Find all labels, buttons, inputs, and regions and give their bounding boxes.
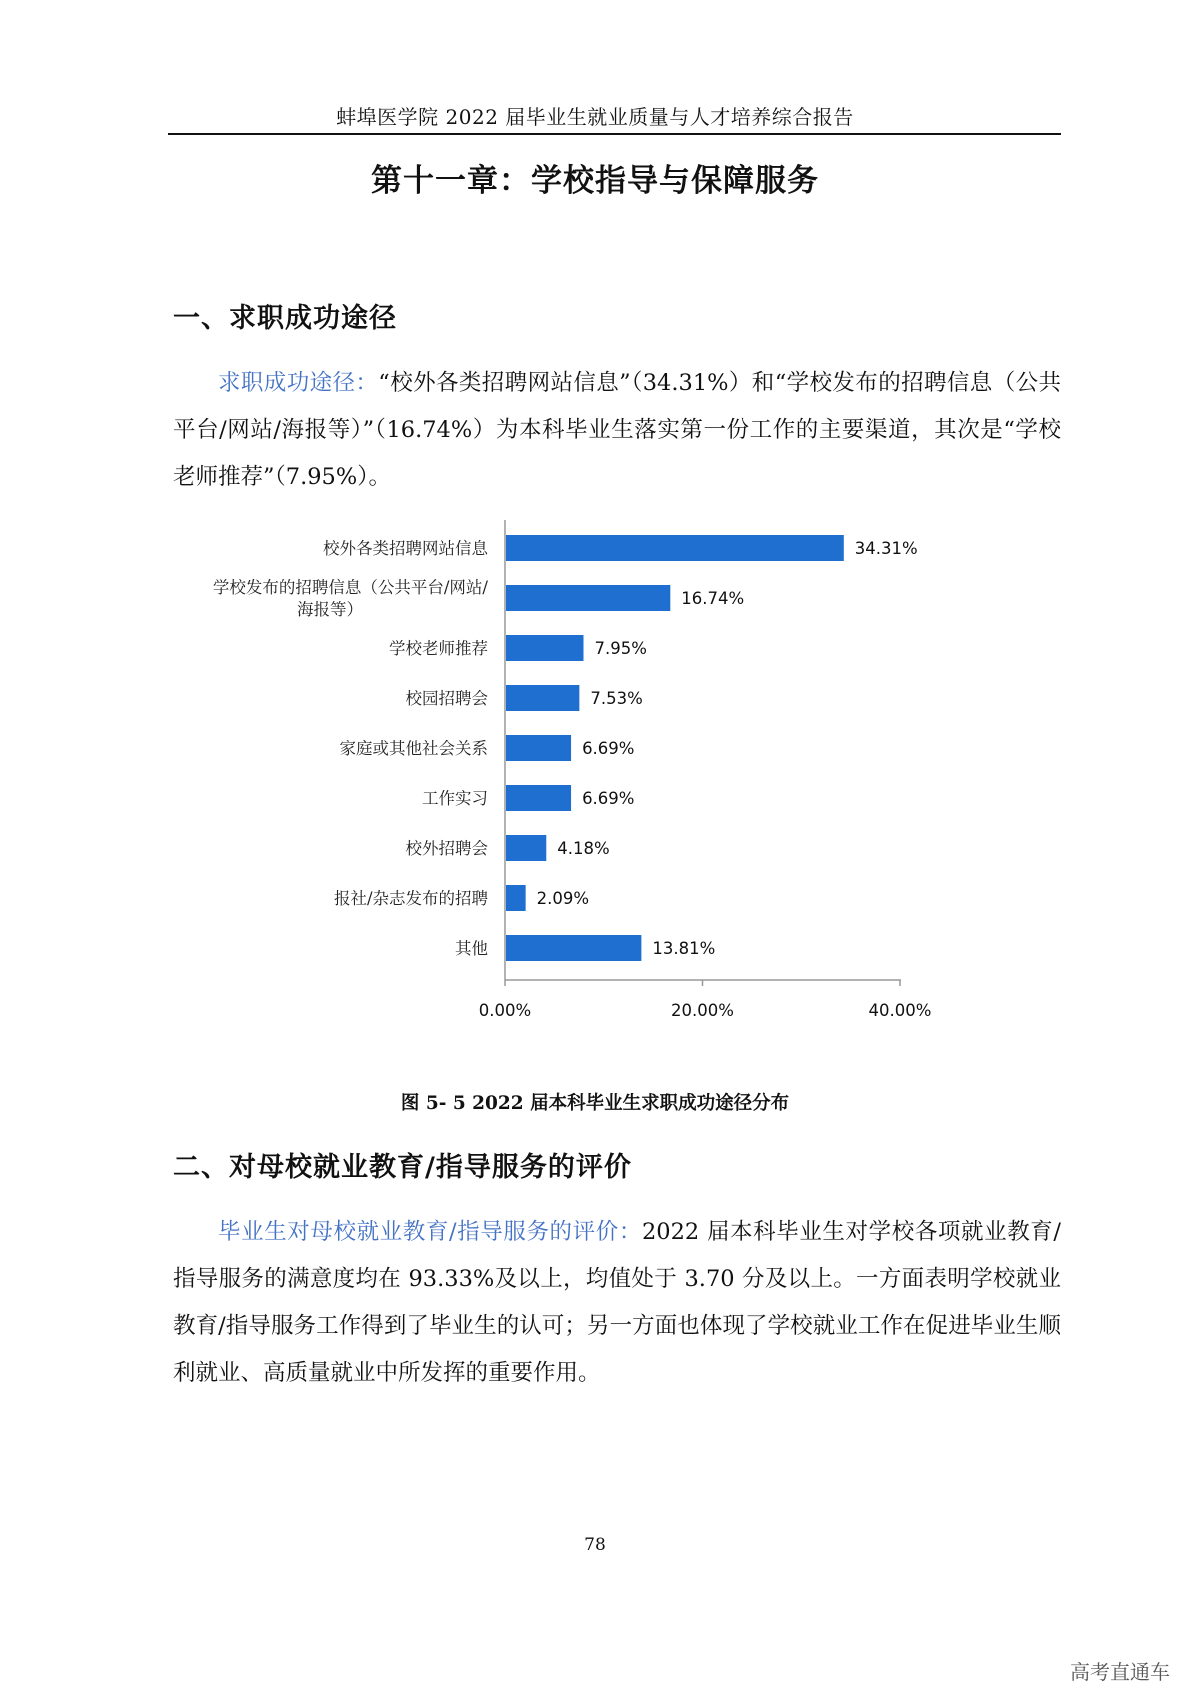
category-label: 家庭或其他社会关系	[339, 739, 488, 758]
x-tick-label: 0.00%	[478, 1001, 532, 1020]
job-channels-lead: 求职成功途径：	[218, 370, 379, 396]
bar-value-label: 6.69%	[582, 739, 635, 758]
bar	[506, 935, 641, 961]
chapter-title: 第十一章：学校指导与保障服务	[371, 163, 819, 199]
bar-value-label: 34.31%	[854, 539, 918, 558]
bar	[506, 885, 526, 911]
job-channels-paragraph	[173, 360, 1061, 501]
category-label: 海报等）	[297, 600, 363, 619]
category-label: 校园招聘会	[405, 689, 488, 708]
category-label: 学校老师推荐	[389, 639, 488, 658]
category-label: 报社/杂志发布的招聘	[333, 889, 488, 908]
category-label: 工作实习	[422, 789, 488, 808]
section-heading-job-channels: 一、求职成功途径	[173, 303, 397, 334]
category-label: 其他	[455, 939, 488, 958]
evaluation-paragraph	[173, 1209, 1061, 1397]
bar	[506, 785, 571, 811]
evaluation-lead: 毕业生对母校就业教育/指导服务的评价：	[218, 1219, 642, 1245]
job-channels-bar-chart	[0, 520, 1190, 1040]
header-divider	[168, 133, 1061, 135]
category-label: 校外招聘会	[405, 839, 488, 858]
bar	[506, 585, 670, 611]
bar	[506, 535, 844, 561]
x-tick-label: 40.00%	[868, 1001, 932, 1020]
section-heading-evaluation: 二、对母校就业教育/指导服务的评价	[173, 1152, 632, 1183]
bar-value-label: 16.74%	[681, 589, 745, 608]
evaluation-body: 2022 届本科毕业生对学校各项就业教育/指导服务的满意度均在 93.33%及以上，均值处于 3.70 分及以上。一方面表明学校就业教育/指导服务工作得到了毕业生的认可；另一方面也体现了学校就业工作在促进毕业生顺利就业、高质量就业中所发挥的重要作用。	[173, 1219, 1061, 1386]
bar-value-label: 7.53%	[590, 689, 643, 708]
bar-value-label: 6.69%	[582, 789, 635, 808]
chart-caption: 图 5- 5 2022 届本科毕业生求职成功途径分布	[400, 1093, 790, 1114]
bar	[506, 735, 571, 761]
bar	[506, 835, 546, 861]
x-tick-label: 20.00%	[671, 1001, 734, 1020]
bar	[506, 685, 579, 711]
bar-value-label: 4.18%	[557, 839, 610, 858]
bar	[506, 635, 584, 661]
bar-value-label: 13.81%	[652, 939, 716, 958]
category-label: 校外各类招聘网站信息	[323, 539, 488, 558]
report-header-title: 蚌埠医学院 2022 届毕业生就业质量与人才培养综合报告	[336, 105, 854, 129]
page-number: 78	[584, 1535, 606, 1555]
category-label: 学校发布的招聘信息（公共平台/网站/	[212, 578, 488, 597]
bar-value-label: 7.95%	[594, 639, 647, 658]
watermark-logo-text: 高考直通车	[1070, 1660, 1170, 1684]
job-channels-body: “校外各类招聘网站信息”（34.31%）和“学校发布的招聘信息（公共平台/网站/海报等）”（16.74%）为本科毕业生落实第一份工作的主要渠道，其次是“学校老师推荐”（7.95%）。	[173, 370, 1061, 490]
bar-value-label: 2.09%	[536, 889, 590, 908]
